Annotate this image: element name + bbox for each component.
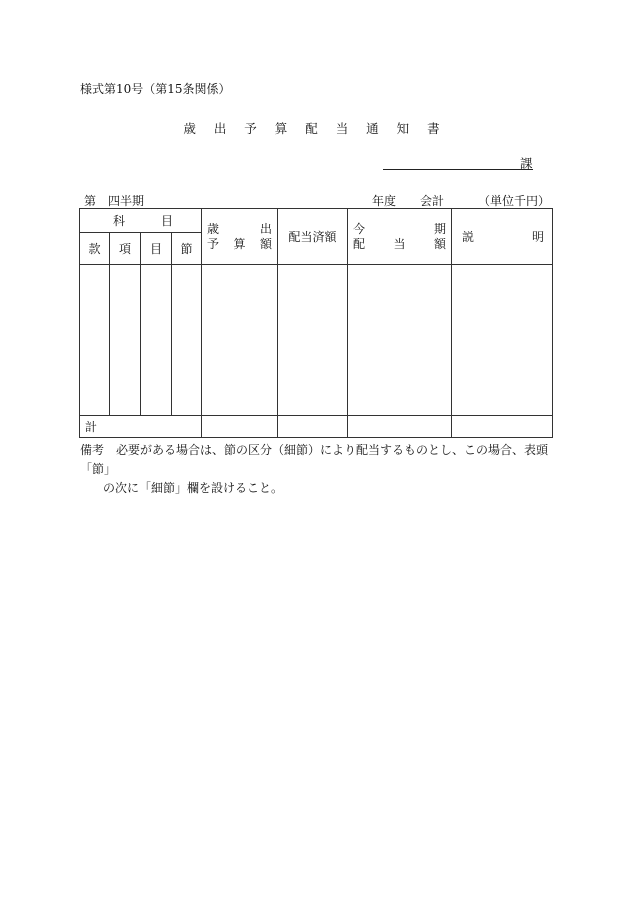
cell-current-allocation[interactable] — [348, 265, 452, 416]
total-description[interactable] — [452, 416, 553, 438]
remarks-line-1: 備考 必要がある場合は、節の区分（細節）により配当するものとし、この場合、表頭「節」 — [80, 443, 549, 476]
header-current-allocation: 今 期 配 当 額 — [348, 209, 452, 265]
header-allocated-amount: 配当済額 — [278, 209, 348, 265]
cell-expenditure-budget[interactable] — [202, 265, 278, 416]
total-expenditure-budget[interactable] — [202, 416, 278, 438]
header-kan: 款 — [80, 233, 110, 265]
header-kamoku: 科 目 — [80, 209, 202, 233]
remarks-line-2: の次に「細節」欄を設けること。 — [103, 481, 284, 495]
header-moku: 目 — [141, 233, 172, 265]
cell-moku[interactable] — [141, 265, 172, 416]
remarks — [80, 441, 560, 498]
header-expenditure-budget: 歳 出 予 算 額 — [202, 209, 278, 265]
total-row — [80, 416, 553, 438]
table-row — [80, 265, 553, 416]
header-setsu: 節 — [172, 233, 202, 265]
cell-kan[interactable] — [80, 265, 110, 416]
cell-description[interactable] — [452, 265, 553, 416]
quarter-label: 第 四半期 — [84, 194, 145, 208]
document-title: 歳 出 予 算 配 当 通 知 書 — [183, 121, 447, 136]
total-current-allocation[interactable] — [348, 416, 452, 438]
cell-allocated-amount[interactable] — [278, 265, 348, 416]
total-label: 計 — [80, 416, 202, 438]
cell-kou[interactable] — [110, 265, 141, 416]
header-description: 説 明 — [452, 209, 553, 265]
department-blank-line — [383, 155, 533, 170]
total-allocated-amount[interactable] — [278, 416, 348, 438]
department-suffix: 課 — [520, 156, 533, 171]
header-kou: 項 — [110, 233, 141, 265]
fiscal-year-account-label: 年度 会計 — [372, 194, 445, 208]
cell-setsu[interactable] — [172, 265, 202, 416]
unit-label: （単位千円） — [478, 194, 551, 208]
form-number: 様式第10号（第15条関係） — [80, 82, 231, 96]
allocation-table — [79, 208, 553, 438]
